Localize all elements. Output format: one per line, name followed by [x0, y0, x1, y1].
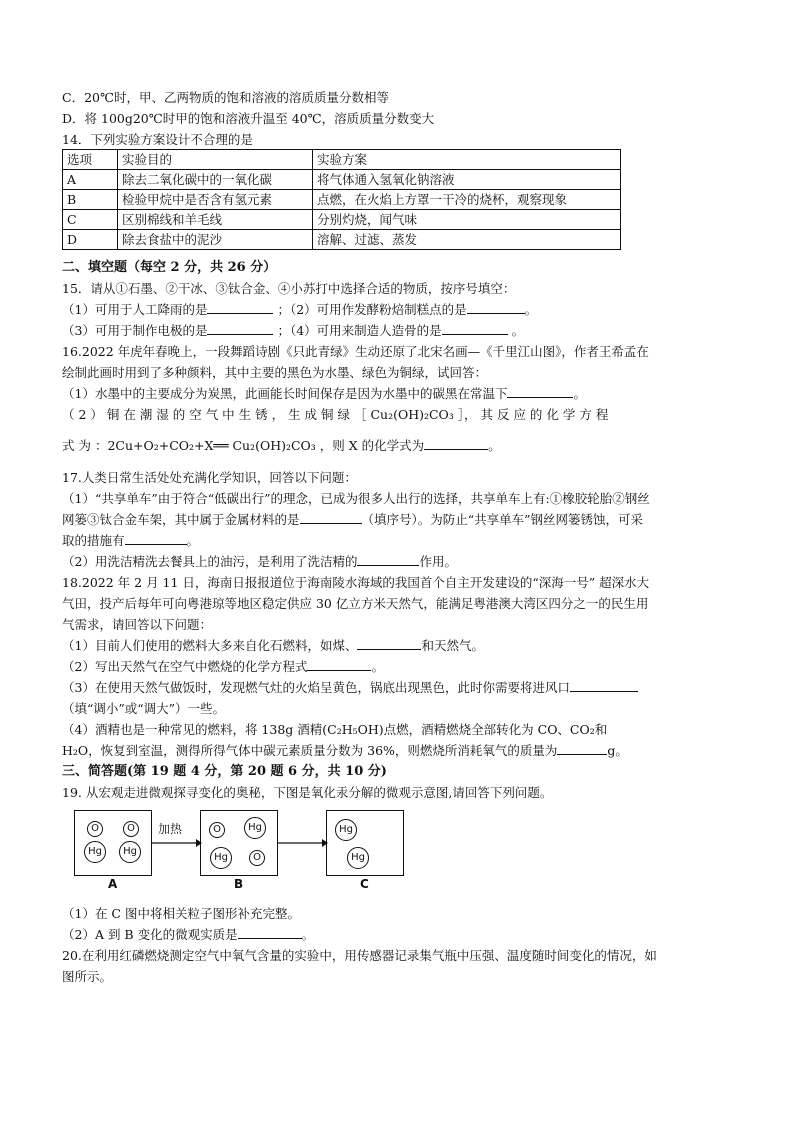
question-17: 17.人类日常生活处处充满化学知识，回答以下问题：	[62, 470, 357, 485]
q19-text: （2）A 到 B 变化的微观实质是	[62, 927, 238, 942]
answer-blank[interactable]	[557, 742, 607, 755]
experiment-table	[62, 149, 621, 250]
answer-blank[interactable]	[238, 926, 302, 939]
q18-text: （3）在使用天然气做饭时，发现燃气灶的火焰呈黄色，锅底出现黑色，此时你需要将进风口	[62, 680, 570, 695]
section-2-heading: 二、填空题（每空 2 分，共 26 分）	[62, 260, 277, 275]
table-header: 选项	[63, 150, 118, 170]
q15-part2-text: ；（2）可用作发酵粉焙制糕点的是	[277, 302, 467, 317]
arrow-a-to-b	[152, 838, 202, 848]
q17-text: （2）用洗洁精洗去餐具上的油污，是利用了洗洁精的	[62, 554, 358, 569]
q18-unit: g。	[607, 743, 628, 758]
table-cell: A	[63, 170, 118, 190]
answer-blank[interactable]	[357, 637, 421, 650]
answer-blank[interactable]	[300, 511, 362, 524]
table-row	[63, 190, 621, 210]
table-cell: 除去食盐中的泥沙	[118, 230, 313, 250]
answer-blank[interactable]	[207, 322, 273, 335]
question-18-line3: 气需求，请回答以下问题：	[62, 617, 213, 632]
question-18-line2: 气田，投产后每年可向粤港琼等地区稳定供应 30 亿立方米天然气，能满足粤港澳大湾区四分之一的民生用	[62, 596, 649, 611]
table-cell: 检验甲烷中是否含有氢元素	[118, 190, 313, 210]
question-15-line1	[62, 301, 537, 318]
question-17-part1-line1: （1）“共享单车”由于符合“低碳出行”的理念，已成为很多人出行的选择，共享单车上有:①橡胶轮胎②钢丝	[62, 491, 650, 506]
q15-period: 。	[511, 323, 525, 338]
q16-equation-text: 式 为 ：2Cu+O₂+CO₂+X══ Cu₂(OH)₂CO₃ ，则 X 的化学式为	[62, 438, 425, 453]
line-13d: D．将 100g20℃时甲的饱和溶液升温至 40℃，溶质质量分数变大	[62, 111, 435, 126]
question-19: 19. 从宏观走进微观探寻变化的奥秘，下图是氧化汞分解的微观示意图,请回答下列问题。	[62, 785, 553, 800]
q16-period: 。	[488, 438, 501, 453]
q15-period: 。	[524, 302, 538, 317]
q18-text: 和天然气。	[421, 638, 484, 653]
q17-text: 取的措施有	[62, 533, 125, 548]
question-19-part2	[62, 926, 314, 943]
q18-text: （1）目前人们使用的燃料大多来自化石燃料，如煤、	[62, 638, 358, 653]
section-3-heading: 三、简答题(第 19 题 4 分，第 20 题 6 分，共 10 分)	[62, 764, 387, 779]
question-19-part1: （1）在 C 图中将相关粒子图形补充完整。	[62, 906, 300, 921]
q17-text: （填序号）。为防止“共享单车”钢丝网篓锈蚀，可采	[361, 512, 644, 527]
answer-blank[interactable]	[125, 532, 187, 545]
heat-label: 加热	[158, 822, 183, 836]
table-cell: C	[63, 210, 118, 230]
question-18-part1	[62, 637, 484, 654]
question-16-equation	[62, 437, 501, 454]
table-cell: D	[63, 230, 118, 250]
diagram-box-a	[74, 810, 152, 876]
answer-blank[interactable]	[307, 658, 371, 671]
answer-blank[interactable]	[467, 301, 525, 314]
question-17-part1-line2	[62, 511, 643, 528]
question-16-line2: 绘制此画时用到了多种颜料，其中主要的黑色为水墨、绿色为铜绿，试回答：	[62, 365, 488, 380]
question-20-line1: 20.在利用红磷燃烧测定空气中氧气含量的实验中，用传感器记录集气瓶中压强、温度随时间变化的情况，如	[62, 948, 657, 963]
diagram-box-b	[200, 810, 278, 876]
table-cell: 区别棉线和羊毛线	[118, 210, 313, 230]
table-row	[63, 170, 621, 190]
mercury-atom: Hg	[84, 841, 106, 863]
question-18-line1: 18.2022 年 2 月 11 日，海南日报报道位于海南陵水海域的我国首个自主开发建设的“深海一号” 超深水大	[62, 575, 650, 590]
q17-period: 。	[186, 533, 200, 548]
table-cell: 点燃，在火焰上方罩一干冷的烧杯，观察现象	[313, 190, 621, 210]
q18-period: 。	[371, 659, 384, 674]
q17-text: 网篓③钛合金车架，其中属于金属材料的是	[62, 512, 300, 527]
q17-text: 作用。	[419, 554, 457, 569]
table-row	[63, 230, 621, 250]
oxygen-atom: O	[123, 821, 139, 837]
table-cell: 除去二氧化碳中的一氧化碳	[118, 170, 313, 190]
diagram-label-a: A	[108, 877, 118, 891]
question-16-part2: （ 2 ） 铜 在 潮 湿 的 空 气 中 生 锈 ， 生 成 铜 绿 ［ Cu₂(OH)₂CO₃ ］， 其 反 应 的 化 学 方 程	[62, 407, 609, 422]
question-14: 14．下列实验方案设计不合理的是	[62, 132, 253, 147]
q15-part1-text: （1）可用于人工降雨的是	[62, 302, 208, 317]
mercury-atom: Hg	[210, 847, 232, 869]
diagram-label-c: C	[360, 877, 369, 891]
diagram-label-b: B	[234, 877, 244, 891]
q18-text: H₂O，恢复到室温，测得所得气体中碳元素质量分数为 36%，则燃烧所消耗氧气的质量为	[62, 743, 558, 758]
oxygen-atom: O	[249, 850, 265, 866]
q19-period: 。	[301, 927, 315, 942]
q18-text: （2）写出天然气在空气中燃烧的化学方程式	[62, 659, 308, 674]
answer-blank[interactable]	[424, 437, 488, 450]
question-16-part1	[62, 385, 586, 402]
table-row	[63, 210, 621, 230]
answer-blank[interactable]	[507, 385, 573, 398]
table-cell: B	[63, 190, 118, 210]
table-cell: 分别灼烧，闻气味	[313, 210, 621, 230]
q15-part3-text: （3）可用于制作电极的是	[62, 323, 208, 338]
table-cell: 溶解、过滤、蒸发	[313, 230, 621, 250]
table-cell: 将气体通入氢氧化钠溶液	[313, 170, 621, 190]
q15-part4-text: ；（4）可用来制造人造骨的是	[277, 323, 442, 338]
table-header: 实验目的	[118, 150, 313, 170]
q16-period: 。	[573, 386, 586, 401]
question-18-part4-line2	[62, 742, 628, 759]
table-header: 实验方案	[313, 150, 621, 170]
mercury-atom: Hg	[244, 817, 266, 839]
question-16-line1: 16.2022 年虎年春晚上，一段舞蹈诗剧《只此青绿》生动还原了北宋名画—《千里江山图》，作者王希孟在	[62, 344, 649, 359]
question-18-part4-line1: （4）酒精也是一种常见的燃料，将 138g 酒精(C₂H₅OH)点燃，酒精燃烧全部转化为 CO、CO₂和	[62, 722, 608, 737]
answer-blank[interactable]	[207, 301, 273, 314]
q16-part1-text: （1）水墨中的主要成分为炭黑，此画能长时间保存是因为水墨中的碳黑在常温下	[62, 386, 508, 401]
question-20-line2: 图所示。	[62, 969, 113, 984]
answer-blank[interactable]	[442, 322, 508, 335]
answer-blank[interactable]	[357, 553, 419, 566]
question-18-part3	[62, 679, 638, 696]
question-17-part1-line3	[62, 532, 199, 549]
line-13c: C．20℃时，甲、乙两物质的饱和溶液的溶质质量分数相等	[62, 90, 389, 105]
mercury-atom: Hg	[347, 847, 369, 869]
mercury-atom: Hg	[335, 819, 357, 841]
question-15: 15．请从①石墨、②干冰、③钛合金、④小苏打中选择合适的物质，按序号填空：	[62, 281, 516, 296]
question-18-part3-cont: （填“调小”或“调大”）一些。	[62, 701, 226, 716]
question-18-part2	[62, 658, 384, 675]
oxygen-atom: O	[209, 822, 225, 838]
question-17-part2	[62, 553, 457, 570]
mercury-atom: Hg	[119, 841, 141, 863]
diagram-box-c[interactable]	[326, 810, 404, 876]
arrow-b-to-c	[278, 838, 328, 848]
oxygen-atom: O	[87, 821, 103, 837]
question-15-line2	[62, 322, 524, 339]
answer-blank[interactable]	[570, 679, 638, 692]
table-header-row	[63, 150, 621, 170]
